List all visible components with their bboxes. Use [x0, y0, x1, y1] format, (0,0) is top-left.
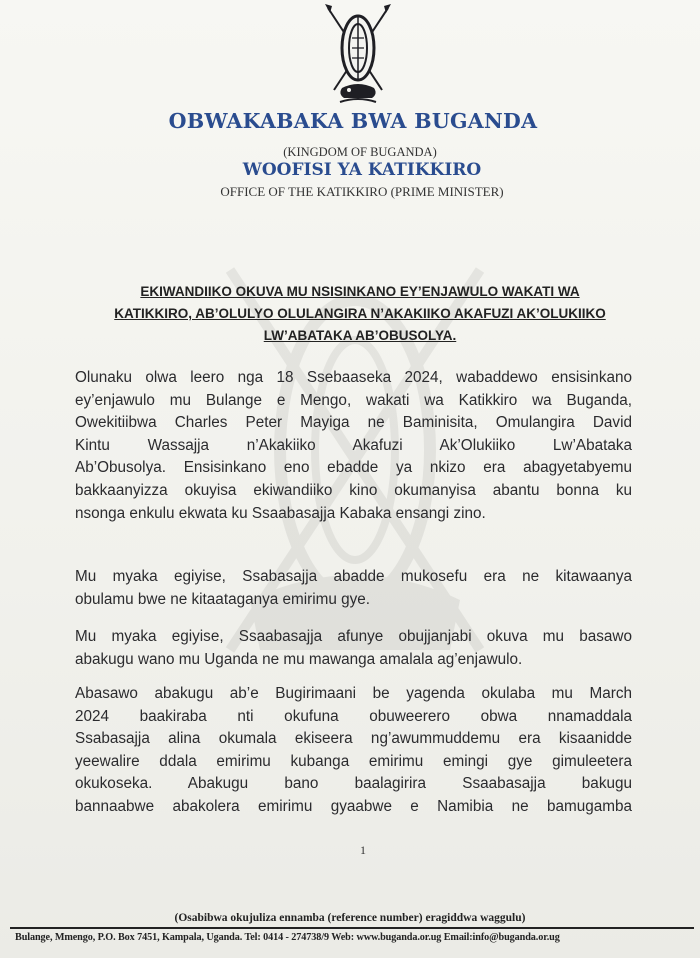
- paragraph-line: Owekitiibwa Charles Peter Mayiga ne Baminisita, Omulangira David: [75, 414, 632, 432]
- paragraph-line: obulamu bwe ne kitaataganya emirimu gye.: [75, 590, 371, 608]
- paragraph-line: ey’enjawulo mu Bulange e Mengo, wakati wa Katikkiro wa Buganda,: [75, 391, 632, 409]
- body-paragraph: [75, 566, 632, 611]
- body-paragraph: [75, 367, 632, 525]
- kingdom-subtitle: (KINGDOM OF BUGANDA): [283, 145, 437, 159]
- paragraph-line: Mu myaka egiyise, Ssabasajja abadde mukosefu era ne kitawaanya: [75, 568, 632, 585]
- body-paragraph: [75, 626, 632, 671]
- page-number: 1: [360, 843, 366, 857]
- paragraph-line: abakugu wano mu Uganda ne mu mawanga amalala ag’enjawulo.: [75, 650, 523, 668]
- kingdom-title: OBWAKABAKA BWA BUGANDA: [168, 109, 538, 133]
- paragraph-line: yeewalire ddala emirimu kubanga emirimu emingi gye gimuleetera: [75, 752, 632, 770]
- office-english: OFFICE OF THE KATIKKIRO (PRIME MINISTER): [220, 184, 504, 199]
- paragraph-line: Ssabasajja alina okumala ekiseera ng’awummuddemu era kisaanidde: [75, 730, 632, 748]
- paragraph-line: Olunaku olwa leero nga 18 Ssebaaseka 2024, wabaddewo ensisinkano: [75, 369, 632, 386]
- paragraph-line: Abasawo abakugu ab’e Bugirimaani be yagenda okulaba mu March: [75, 685, 632, 702]
- paragraph-line: 2024 baakiraba nti okufuna obuweerero obwa nnamaddala: [75, 707, 632, 725]
- paragraph-line: okukoseka. Abakugu bano baalagirira Ssaabasajja bakugu: [75, 775, 632, 793]
- footer-address: Bulange, Mmengo, P.O. Box 7451, Kampala, Uganda. Tel: 0414 - 274738/9 Web: www.buganda.or.ug Email:info@buganda.or.ug: [15, 932, 560, 943]
- subject-line: LW’ABATAKA AB’OBUSOLYA.: [263, 328, 457, 343]
- subject-line: KATIKKIRO, AB’OLULYO OLULANGIRA N’AKAKIIKO AKAFUZI AK’OLUKIIKO: [114, 306, 606, 321]
- paragraph-line: Kintu Wassajja n’Akakiiko Akafuzi Ak’Olukiiko Lw’Abataka: [75, 436, 632, 454]
- body-paragraph: [75, 683, 632, 819]
- buganda-coat-of-arms-icon: [322, 2, 394, 110]
- letter-subject: [100, 281, 620, 347]
- paragraph-line: Ab’Obusolya. Ensisinkano eno ebadde ya nkizo era abagyetabyemu: [75, 459, 632, 477]
- subject-line: EKIWANDIIKO OKUVA MU NSISINKANO EY’ENJAWULO WAKATI WA: [140, 284, 580, 299]
- reference-note: (Osabibwa okujuliza ennamba (reference number) eragiddwa waggulu): [174, 912, 526, 924]
- paragraph-line: bannaabwe abakolera emirimu gyaabwe e Namibia ne bamugamba: [75, 797, 632, 815]
- paragraph-line: bakkaanyizza okuyisa ekiwandiiko kino okumanyisa abantu bonna ku: [75, 481, 632, 499]
- footer-divider: [10, 927, 694, 929]
- paragraph-line: Mu myaka egiyise, Ssaabasajja afunye obujjanjabi okuva mu basawo: [75, 628, 632, 645]
- paragraph-line: nsonga enkulu ekwata ku Ssaabasajja Kabaka ensangi zino.: [75, 504, 486, 522]
- office-title: WOOFISI YA KATIKKIRO: [242, 160, 482, 180]
